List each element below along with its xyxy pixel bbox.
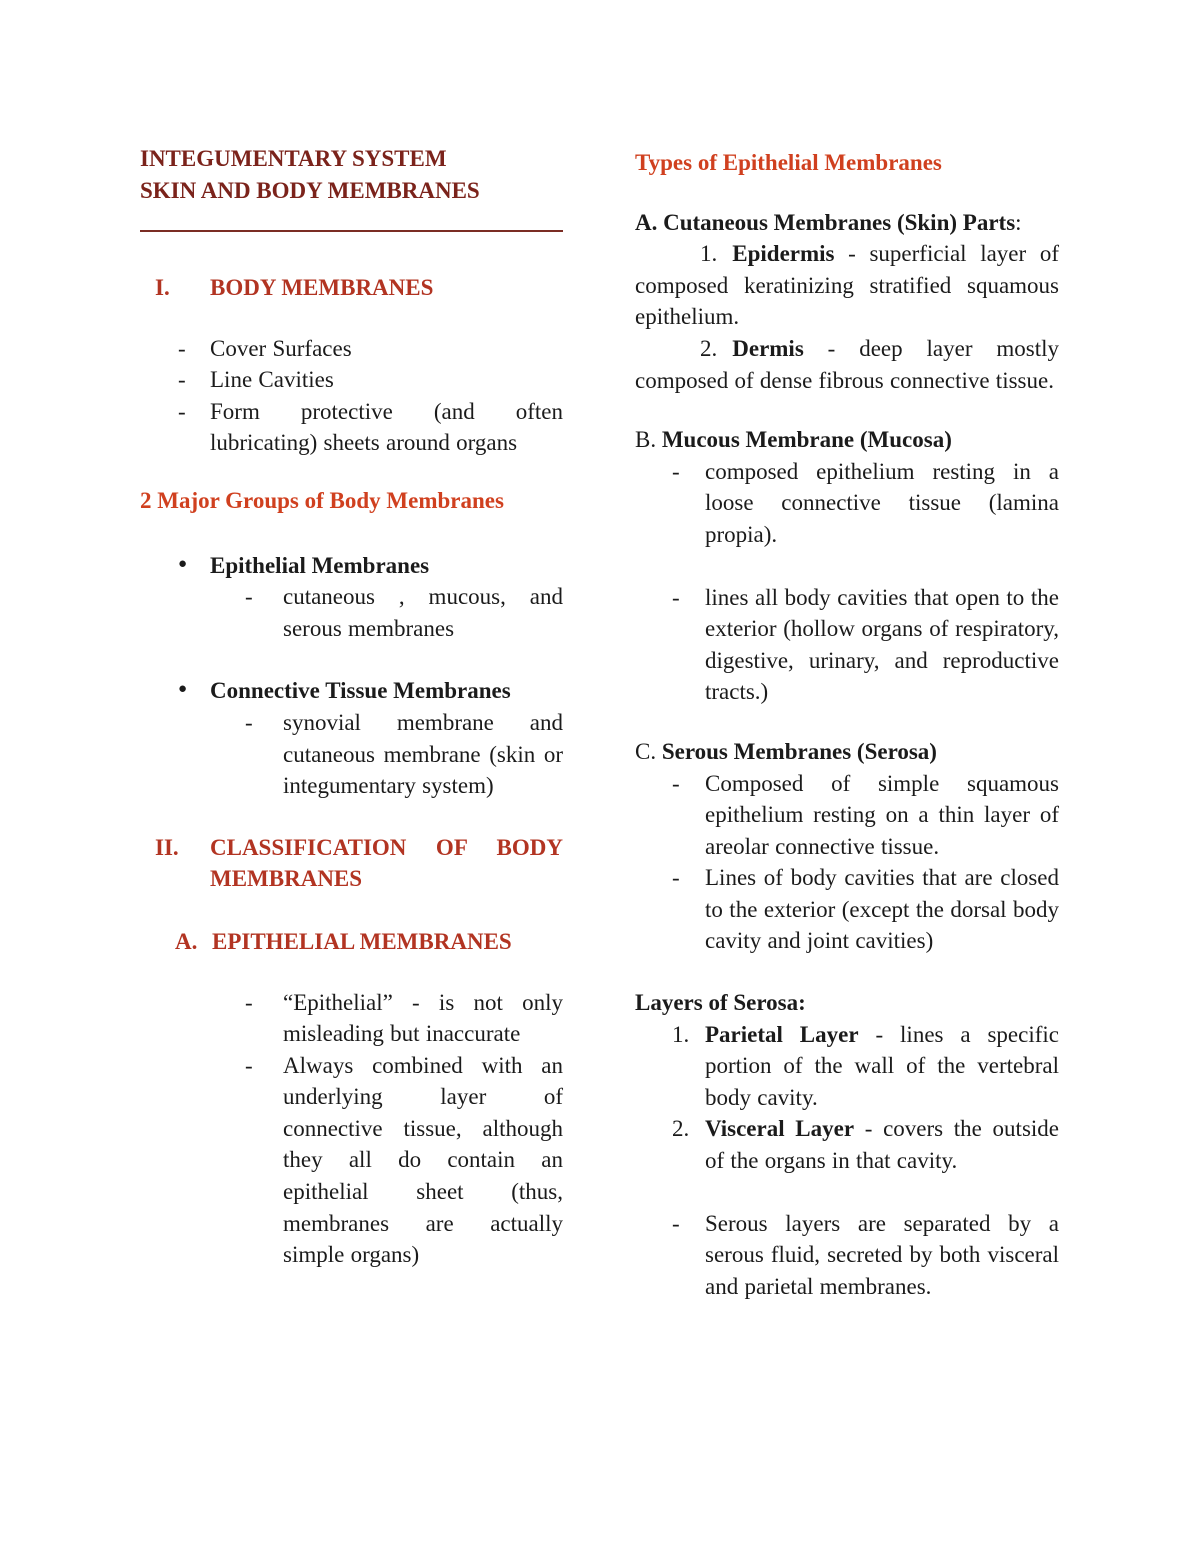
item-number: 1. — [672, 1021, 690, 1047]
list-item-text: Always combined with an underlying layer of connective tissue, although they all do contain an epithelial sheet (thus, membranes are actually simple organs) — [283, 1052, 563, 1268]
list-item-text: composed epithelium resting in a loose connective tissue (lamina propia). — [705, 458, 1059, 547]
item-number: 2. — [672, 1116, 690, 1142]
mucous-heading-letter: B. — [635, 427, 662, 453]
body-membranes-list — [140, 333, 563, 459]
list-item — [140, 581, 563, 644]
section-number: II. — [155, 834, 179, 860]
list-item — [635, 582, 1059, 708]
list-item — [140, 707, 563, 802]
item-text — [705, 1113, 1059, 1176]
item-number: 2. — [700, 335, 718, 361]
serous-heading-text: Serous Membranes (Serosa) — [661, 738, 937, 764]
dash-marker: - — [672, 865, 680, 891]
bullet-row — [140, 675, 563, 707]
cutaneous-heading — [635, 207, 1059, 239]
list-item — [635, 768, 1059, 863]
term-definition: - deep layer mostly composed of dense fibrous connective tissue. — [635, 335, 1059, 393]
cutaneous-heading-colon: : — [1015, 209, 1022, 235]
types-heading: Types of Epithelial Membranes — [635, 150, 942, 175]
term-visceral-layer: Visceral Layer — [705, 1116, 855, 1142]
title-divider — [140, 230, 563, 232]
term-definition: - lines a specific portion of the wall of the vertebral body cavity. — [705, 1021, 1060, 1110]
major-groups-heading: 2 Major Groups of Body Membranes — [140, 487, 504, 513]
list-item-text: cutaneous , mucous, and serous membranes — [283, 584, 563, 641]
list-item — [140, 364, 563, 396]
list-item-text: lines all body cavities that open to the exterior (hollow organs of respiratory, digestive, urinary, and reproductive tracts.) — [705, 584, 1059, 705]
list-item — [635, 862, 1059, 957]
bullet-marker: ● — [178, 555, 188, 572]
title-line-2: SKIN AND BODY MEMBRANES — [140, 178, 480, 203]
left-column — [140, 143, 563, 1271]
document-title — [140, 143, 563, 207]
mucous-heading — [635, 424, 1059, 456]
item-number: 1. — [700, 241, 718, 267]
dash-marker: - — [672, 1210, 680, 1236]
parietal-layer-item — [635, 1019, 1059, 1114]
term-dermis: Dermis — [732, 335, 804, 361]
bullet-row — [140, 550, 563, 582]
epidermis-paragraph — [635, 238, 1059, 333]
dash-marker: - — [245, 989, 253, 1015]
group-epithelial-membranes — [140, 550, 563, 645]
dash-marker: - — [178, 335, 186, 361]
list-item — [140, 1050, 563, 1271]
section-label: CLASSIFICATION OF BODY MEMBRANES — [210, 834, 563, 892]
group-connective-tissue-membranes — [140, 675, 563, 801]
dermis-paragraph — [635, 333, 1059, 396]
term-epidermis: Epidermis — [732, 241, 835, 267]
dash-marker: - — [672, 584, 680, 610]
dash-marker: - — [178, 367, 186, 393]
serous-heading-letter: C. — [635, 738, 662, 764]
section-heading-classification — [140, 832, 563, 895]
list-item-text: Cover Surfaces — [210, 335, 352, 361]
section-label: BODY MEMBRANES — [210, 275, 434, 300]
section-number: I. — [155, 275, 170, 300]
list-item — [140, 333, 563, 365]
term-definition: - covers the outside of the organs in that cavity. — [705, 1116, 1059, 1174]
term-definition: - superficial layer of composed keratinizing stratified squamous epithelium. — [635, 241, 1059, 330]
bullet-marker: ● — [178, 681, 188, 698]
list-item — [140, 396, 563, 459]
item-text — [705, 1019, 1059, 1114]
subsection-heading-epithelial-membranes — [140, 926, 563, 958]
subsection-label: EPITHELIAL MEMBRANES — [212, 928, 512, 954]
group-title: Connective Tissue Membranes — [210, 678, 511, 704]
mucous-heading-text: Mucous Membrane (Mucosa) — [661, 427, 952, 453]
serous-heading — [635, 736, 1059, 768]
serous-fluid-note — [635, 1208, 1059, 1303]
list-item-text: Lines of body cavities that are closed to the exterior (except the dorsal body cavity and joint cavities) — [705, 865, 1059, 954]
epithelial-notes-list — [140, 987, 563, 1271]
list-item — [140, 987, 563, 1050]
group-title: Epithelial Membranes — [210, 552, 430, 578]
right-column — [635, 147, 1059, 1302]
subsection-letter: A. — [175, 928, 198, 954]
title-line-1: INTEGUMENTARY SYSTEM — [140, 146, 447, 171]
dash-marker: - — [245, 1052, 253, 1078]
dash-marker: - — [672, 770, 680, 796]
layers-heading: Layers of Serosa: — [635, 990, 806, 1016]
list-item-text: Line Cavities — [210, 367, 334, 393]
dash-marker: - — [672, 458, 680, 484]
list-item-text: synovial membrane and cutaneous membrane (skin or integumentary system) — [283, 709, 563, 799]
list-item-text: “Epithelial” - is not only misleading but inaccurate — [283, 989, 563, 1047]
list-item-text: Form protective (and often lubricating) sheets around organs — [210, 398, 563, 456]
dash-marker: - — [245, 584, 253, 610]
dash-marker: - — [178, 398, 186, 424]
visceral-layer-item — [635, 1113, 1059, 1176]
cutaneous-heading-text: A. Cutaneous Membranes (Skin) Parts — [635, 209, 1016, 235]
list-item-text: Composed of simple squamous epithelium resting on a thin layer of areolar connective tissue. — [705, 770, 1059, 859]
section-heading-body-membranes — [140, 272, 563, 304]
dash-marker: - — [245, 709, 253, 735]
list-item-text: Serous layers are separated by a serous fluid, secreted by both visceral and parietal membranes. — [705, 1210, 1059, 1299]
list-item — [635, 456, 1059, 551]
term-parietal-layer: Parietal Layer — [705, 1021, 859, 1047]
